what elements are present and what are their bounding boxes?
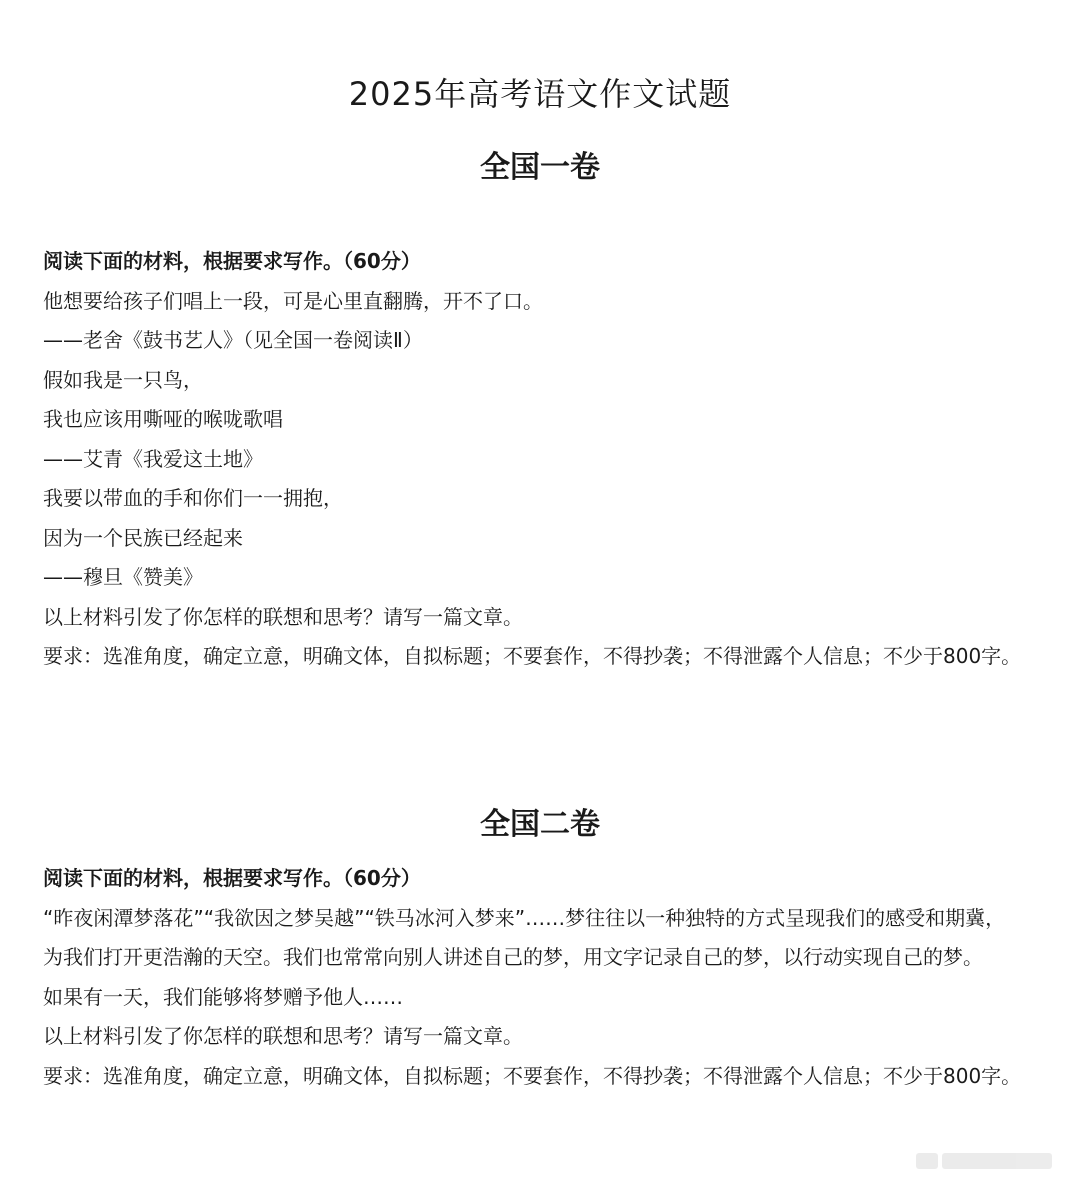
- section-two-body: [43, 859, 1023, 1096]
- section-one-line: 我也应该用嘶哑的喉咙歌唱: [43, 407, 283, 431]
- section-one-line: 以上材料引发了你怎样的联想和思考？请写一篇文章。: [43, 604, 523, 629]
- section-one-line: 我要以带血的手和你们一一拥抱，: [43, 486, 343, 510]
- section-one-line: ——艾青《我爱这土地》: [43, 446, 263, 471]
- section-one-line: ——穆旦《赞美》: [43, 565, 203, 589]
- watermark: [916, 1151, 1066, 1171]
- section-one-line: ——老舍《鼓书艺人》（见全国一卷阅读Ⅱ）: [43, 328, 423, 352]
- section-one-body: [43, 242, 1023, 677]
- section-one-line: 因为一个民族已经起来: [43, 525, 243, 550]
- section-one-requirement: 要求：选准角度，确定立意，明确文体，自拟标题；不要套作，不得抄袭；不得泄露个人信息；不少于800字。: [43, 644, 1022, 668]
- watermark-text: [942, 1153, 1052, 1169]
- section-two-instruction: 阅读下面的材料，根据要求写作。（60分）: [43, 866, 421, 890]
- page-title: 2025年高考语文作文试题: [348, 75, 732, 114]
- section-two-paragraph: “昨夜闲潭梦落花”“我欲因之梦吴越”“铁马冰河入梦来”……梦往往以一种独特的方式呈现我们的感受和期冀，为我们打开更浩瀚的天空。我们也常常向别人讲述自己的梦，用文字记录自己的梦，以行动实现自己的梦。: [43, 905, 1006, 969]
- section-one-line: 他想要给孩子们唱上一段，可是心里直翻腾，开不了口。: [43, 288, 543, 313]
- section-two-line: 如果有一天，我们能够将梦赠予他人……: [43, 984, 403, 1009]
- section-two-requirement: 要求：选准角度，确定立意，明确文体，自拟标题；不要套作，不得抄袭；不得泄露个人信息；不少于800字。: [43, 1063, 1022, 1088]
- section-one-line: 假如我是一只鸟，: [43, 367, 203, 392]
- section-one-title: 全国一卷: [480, 150, 600, 185]
- section-one-instruction: 阅读下面的材料，根据要求写作。（60分）: [43, 249, 421, 273]
- watermark-mark: [916, 1153, 938, 1169]
- section-two-line: 以上材料引发了你怎样的联想和思考？请写一篇文章。: [43, 1024, 523, 1048]
- section-two-title: 全国二卷: [480, 807, 600, 842]
